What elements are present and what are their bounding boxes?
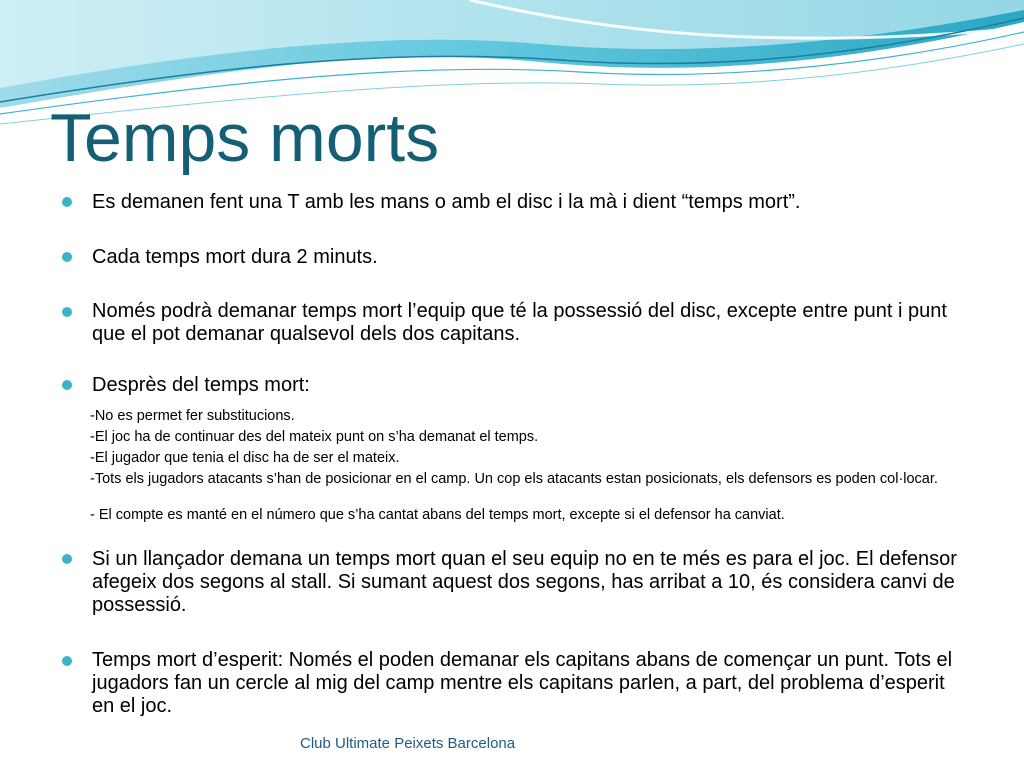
bullet-icon [62, 252, 72, 262]
bullet-item: Només podrà demanar temps mort l’equip que té la possessió del disc, excepte entre punt i punt que el pot demanar qualsevol dels dos capitans. [92, 300, 947, 345]
bullet-icon [62, 197, 72, 207]
bullet-icon [62, 656, 72, 666]
subitem: -El jugador que tenia el disc ha de ser el mateix. [90, 450, 400, 466]
bullet-icon [62, 380, 72, 390]
bullet-icon [62, 307, 72, 317]
bullet-item: Es demanen fent una T amb les mans o amb el disc i la mà i dient “temps mort”. [92, 191, 801, 213]
bullet-item: Desprès del temps mort: [92, 374, 310, 396]
bullet-icon [62, 554, 72, 564]
bullet-item: Cada temps mort dura 2 minuts. [92, 246, 378, 268]
subitem: -No es permet fer substitucions. [90, 408, 295, 424]
bullet-item: Si un llançador demana un temps mort quan el seu equip no en te més es para el joc. El defensor afegeix dos segons al stall. Si sumant aquest dos segons, has arribat a 10, és considera canvi de possessió. [92, 548, 957, 616]
slide-title: Temps morts [50, 100, 440, 176]
subitem: -Tots els jugadors atacants s’han de posicionar en el camp. Un cop els atacants estan posicionats, els defensors es poden col·locar. [90, 471, 938, 487]
footer-text: Club Ultimate Peixets Barcelona [300, 735, 516, 752]
subitem: - El compte es manté en el número que s’ha cantat abans del temps mort, excepte si el defensor ha canviat. [90, 507, 785, 523]
bullet-item: Temps mort d’esperit: Només el poden demanar els capitans abans de començar un punt. Tots el jugadors fan un cercle al mig del camp mentre els capitans parlen, a part, del problema d’esperit en el joc. [92, 649, 953, 717]
subitem: -El joc ha de continuar des del mateix punt on s’ha demanat el temps. [90, 429, 539, 445]
